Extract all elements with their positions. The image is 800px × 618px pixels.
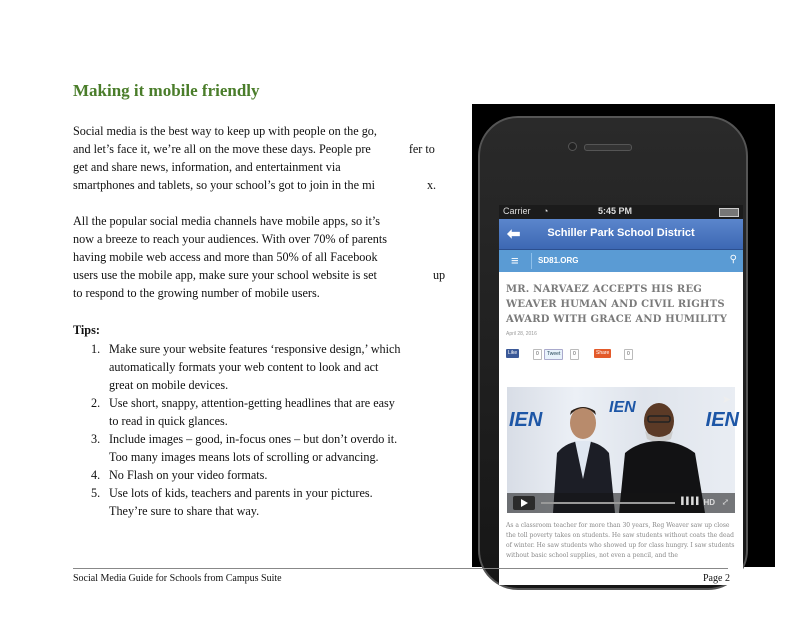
share-arrow-icon[interactable]: ➤ <box>721 394 731 406</box>
share-count: 0 <box>624 349 633 360</box>
tip-line: great on mobile devices. <box>109 378 229 392</box>
tip-line: Use short, snappy, attention-getting headlines that are easy <box>109 396 395 410</box>
wifi-icon: ◔ <box>543 206 549 216</box>
paragraph-apps <box>73 212 453 302</box>
tips-label: Tips: <box>73 323 100 337</box>
text-line: smartphones and tablets, so your school’s got to join in the mi <box>73 178 375 192</box>
tip-line: to read in quick glances. <box>109 414 228 428</box>
tip-line: They’re sure to share that way. <box>109 504 260 518</box>
tip-line: Use lots of kids, teachers and parents in your pictures. <box>109 486 373 500</box>
app-navbar <box>499 219 743 250</box>
tip-item <box>73 430 433 466</box>
camera-icon <box>568 142 577 151</box>
site-name: SD81.ORG <box>538 256 579 265</box>
text-line: get and share news, information, and entertainment via <box>73 160 341 174</box>
tip-number: 1. <box>91 342 101 356</box>
carrier-label: Carrier <box>503 206 531 216</box>
play-button[interactable] <box>513 496 535 510</box>
paragraph-intro <box>73 122 453 194</box>
ien-logo: IEN <box>609 399 636 416</box>
tip-line: Include images – good, in-focus ones – but don’t overdo it. <box>109 432 398 446</box>
hamburger-menu-icon[interactable]: ≡ <box>511 253 519 268</box>
text-line: fer to <box>408 142 435 156</box>
footer-title: Social Media Guide for Schools from Campus Suite <box>73 573 282 584</box>
text-line: All the popular social media channels have mobile apps, so it’s <box>73 214 380 228</box>
video-player[interactable] <box>507 387 739 513</box>
ien-logo: IEN <box>509 409 543 431</box>
tip-item <box>73 484 433 520</box>
tip-number: 4. <box>91 468 101 482</box>
navbar-title: Schiller Park School District <box>547 227 695 239</box>
phone-screen <box>499 205 743 585</box>
status-time: 5:45 PM <box>598 206 633 216</box>
progress-bar[interactable] <box>541 502 675 504</box>
article-excerpt: As a classroom teacher for more than 30 years, Reg Weaver saw up close the toll poverty takes on students. He saw students without coats the dead of winter. He saw students who showed up for class hungry. I saw students without basic school supplies, not even a pencil, and the <box>506 522 735 559</box>
back-arrow-icon[interactable]: ⬅ <box>507 226 521 243</box>
site-bar <box>499 250 743 272</box>
facebook-count: 0 <box>533 349 542 360</box>
tip-line: Too many images means lots of scrolling or advancing. <box>109 450 379 464</box>
tip-item <box>73 340 433 394</box>
volume-icon[interactable]: ▌▌▌▌ <box>681 498 701 505</box>
status-bar <box>499 205 743 219</box>
phone-mockup-image <box>472 104 775 567</box>
article-title: MR. NARVAEZ ACCEPTS HIS REG WEAVER HUMAN AND CIVIL RIGHTS AWARD WITH GRACE AND HUMILITY <box>506 284 728 325</box>
article-date: April 28, 2016 <box>506 331 537 337</box>
video-controls <box>507 493 735 513</box>
tip-number: 2. <box>91 396 101 410</box>
divider <box>531 253 532 269</box>
tweet-count: 0 <box>570 349 579 360</box>
hd-label[interactable]: HD <box>703 498 715 507</box>
share-button[interactable]: Share <box>596 350 610 356</box>
tip-line: No Flash on your video formats. <box>109 468 268 482</box>
text-line: up <box>432 268 446 282</box>
text-line: to respond to the growing number of mobile users. <box>73 286 320 300</box>
tip-item <box>73 466 433 484</box>
search-icon[interactable]: ⚲ <box>729 254 737 265</box>
tip-number: 3. <box>91 432 101 446</box>
text-line: x. <box>426 178 437 192</box>
fullscreen-icon[interactable]: ⤢ <box>721 497 729 507</box>
footer-rule <box>73 568 728 569</box>
section-heading: Making it mobile friendly <box>73 81 260 100</box>
text-line: and let’s face it, we’re all on the move these days. People pre <box>73 142 371 156</box>
tweet-button[interactable]: Tweet <box>544 349 563 360</box>
tips-list <box>73 340 433 520</box>
tip-item <box>73 394 433 430</box>
social-buttons <box>506 349 736 359</box>
tip-line: Make sure your website features ‘responsive design,’ which <box>109 342 401 356</box>
tip-line: automatically formats your web content to look and act <box>109 360 379 374</box>
text-line: users use the mobile app, make sure your school website is set <box>73 268 377 282</box>
text-line: now a breeze to reach your audiences. With over 70% of parents <box>73 232 387 246</box>
tip-number: 5. <box>91 486 101 500</box>
battery-icon <box>719 208 739 217</box>
text-line: Social media is the best way to keep up with people on the go, <box>73 124 377 138</box>
facebook-like-button[interactable]: Like <box>508 350 518 356</box>
text-line: having mobile web access and more than 50% of all Facebook <box>73 250 378 264</box>
page-number: Page 2 <box>703 573 730 584</box>
speaker-grille <box>584 144 632 151</box>
ien-logo: IEN <box>705 409 739 431</box>
